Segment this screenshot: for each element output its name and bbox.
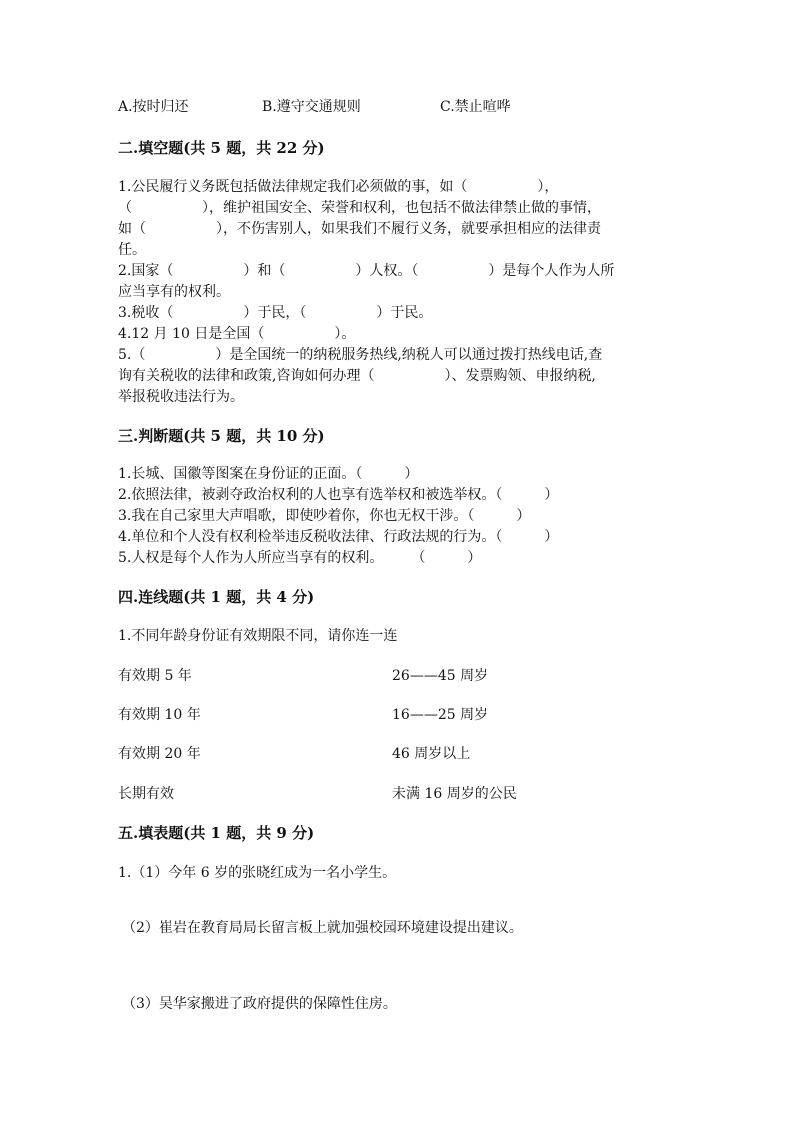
match-left-item: 长期有效 xyxy=(118,786,174,802)
option-b: B.遵守交通规则 xyxy=(262,99,361,115)
fill-line: 举报税收违法行为。 xyxy=(118,389,244,405)
match-left-item: 有效期 10 年 xyxy=(118,707,201,723)
judge-line: 5.人权是每个人作为人所应当享有的权利。 （ ） xyxy=(118,550,482,566)
fill-line: 询有关税收的法律和政策,咨询如何办理（ ）、发票购领、申报纳税, xyxy=(118,368,596,384)
option-c: C.禁止喧哗 xyxy=(440,99,511,115)
section-5-heading: 五.填表题(共 1 题，共 9 分) xyxy=(118,824,315,842)
match-left-item: 有效期 5 年 xyxy=(118,668,192,684)
fill-line: 应当享有的权利。 xyxy=(118,284,230,300)
fill-line: 4.12 月 10 日是全国（ ）。 xyxy=(118,326,356,342)
table-item: （2）崔岩在教育局局长留言板上就加强校园环境建设提出建议。 xyxy=(122,920,523,936)
section-4-heading: 四.连线题(共 1 题，共 4 分) xyxy=(118,588,315,606)
section-3-heading: 三.判断题(共 5 题，共 10 分) xyxy=(118,427,325,445)
match-right-item: 未满 16 周岁的公民 xyxy=(392,786,517,802)
table-item: 1.（1）今年 6 岁的张晓红成为一名小学生。 xyxy=(118,865,397,881)
match-left-item: 有效期 20 年 xyxy=(118,746,201,762)
fill-line: 任。 xyxy=(118,242,146,258)
section-2-heading: 二.填空题(共 5 题，共 22 分) xyxy=(118,139,325,157)
fill-line: （ ），维护祖国安全、荣誉和权利，也包括不做法律禁止做的事情， xyxy=(118,200,601,216)
judge-line: 1.长城、国徽等图案在身份证的正面。（ ） xyxy=(118,466,419,482)
match-question: 1.不同年龄身份证有效期限不同，请你连一连 xyxy=(118,628,398,644)
judge-line: 2.依照法律，被剥夺政治权利的人也享有选举权和被选举权。（ ） xyxy=(118,487,559,503)
judge-line: 4.单位和个人没有权利检举违反税收法律、行政法规的行为。（ ） xyxy=(118,529,559,545)
fill-line: 2.国家（ ）和（ ）人权。（ ）是每个人作为人所 xyxy=(118,263,615,279)
table-item: （3）吴华家搬进了政府提供的保障性住房。 xyxy=(122,996,397,1012)
judge-line: 3.我在自己家里大声唱歌，即使吵着你，你也无权干涉。（ ） xyxy=(118,508,531,524)
match-right-item: 46 周岁以上 xyxy=(392,746,471,762)
match-right-item: 26——45 周岁 xyxy=(392,668,489,684)
match-right-item: 16——25 周岁 xyxy=(392,707,489,723)
option-a: A.按时归还 xyxy=(118,99,189,115)
fill-line: 1.公民履行义务既包括做法律规定我们必须做的事，如（ ）， xyxy=(118,179,559,195)
fill-line: 3.税收（ ）于民，（ ）于民。 xyxy=(118,305,433,321)
fill-line: 如（ ），不伤害别人，如果我们不履行义务，就要承担相应的法律责 xyxy=(118,221,601,237)
fill-line: 5.（ ）是全国统一的纳税服务热线,纳税人可以通过拨打热线电话,查 xyxy=(118,347,603,363)
